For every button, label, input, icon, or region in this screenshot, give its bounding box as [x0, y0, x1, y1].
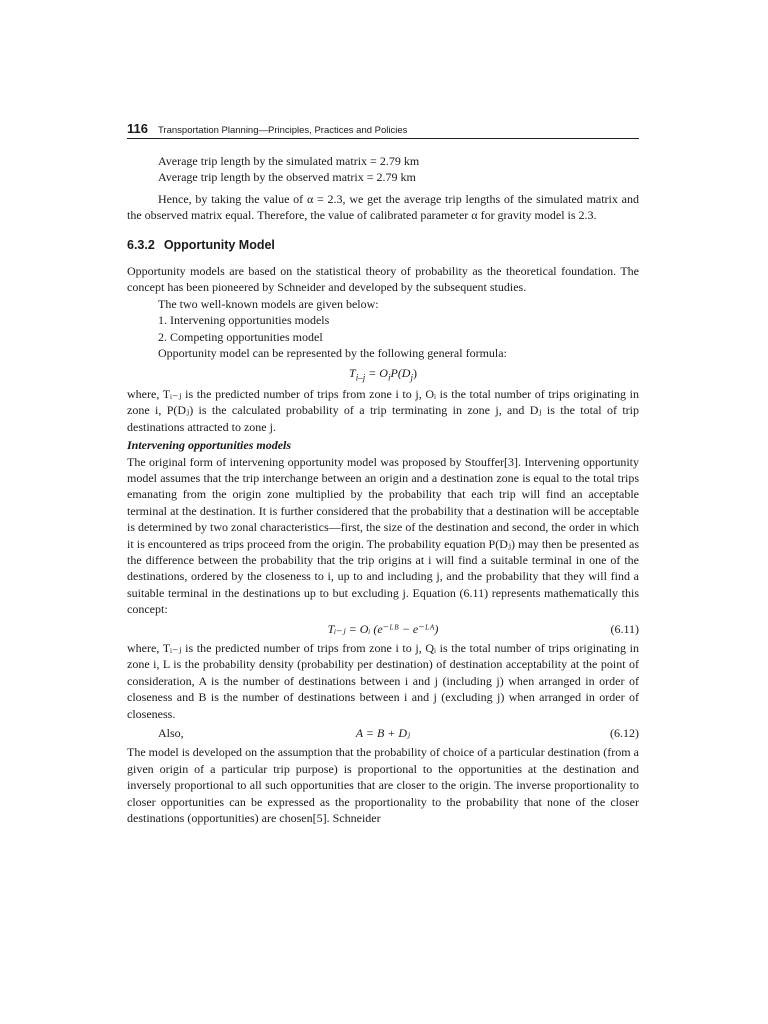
equation-lead: Also, — [158, 726, 184, 740]
list-item: 2. Competing opportunities model — [158, 329, 323, 344]
equation-text: Tᵢ₋ⱼ = Oᵢ (e⁻ᴸᴮ − e⁻ᴸᴬ) — [327, 621, 439, 636]
equation-number: (6.11) — [610, 621, 639, 636]
equation-6-12 — [127, 725, 639, 741]
page-number: 116 — [127, 121, 148, 136]
simulated-length-line: Average trip length by the simulated matrix = 2.79 km — [158, 154, 420, 168]
models-intro-line: The two well-known models are given below: — [158, 296, 379, 311]
calibration-paragraph: Hence, by taking the value of α = 2.3, we get the average trip lengths of the simulated matrix and the observed matrix equal. Therefore, the value of calibrated parameter α for gravity model is 2.3. — [127, 191, 639, 223]
section-title: Opportunity Model — [163, 237, 275, 252]
formula-intro-line: Opportunity model can be represented by the following general formula: — [158, 346, 507, 361]
page-header — [127, 121, 639, 139]
intro-paragraph: Opportunity models are based on the statistical theory of probability as the theoretical foundation. The concept has been pioneered by Schneider and developed by the subsequent studies. — [127, 264, 639, 295]
general-formula: $T_{i-j} = O_iP(D_j)$ — [349, 366, 417, 383]
subsection-heading: Intervening opportunities models — [127, 438, 292, 453]
equation-text: A = B + Dⱼ — [355, 726, 411, 740]
page-body — [127, 153, 639, 826]
intervening-paragraph: The original form of intervening opportunity model was proposed by Stouffer[3]. Intervening opportunity model assumes that the trip interchange between an origin and a destination zone is equal to the total trips emanating from the origin zone multiplied by the probability that each trip will find an acceptable terminal at the destination. It is further considered that the probability that a destination will be acceptable is determined by two zonal characteristics—first, the size of the destination and second, the order in which it is encountered as trips proceed from the origin. The probability equation P(Dⱼ) may then be presented as the difference between the probability that the trip origins at i will find a suitable terminal in one of the destinations, ordered by the closeness to i, up to and including j, and the probability that they will find a suitable terminal in the destinations up to but excluding j. Equation (6.11) represents mathematically this concept: — [127, 454, 639, 617]
equation-6-11 — [127, 621, 639, 637]
observed-length-line: Average trip length by the observed matrix = 2.79 km — [158, 170, 416, 185]
section-heading — [127, 237, 639, 253]
equation-number: (6.12) — [610, 726, 639, 740]
model-assumption-paragraph: The model is developed on the assumption that the probability of choice of a particular destination (from a given origin of a particular trip purpose) is proportional to the opportunities at the destination and inversely proportional to all such opportunities that are closer to the origin. The inverse proportionality to closer opportunities can be expressed as the proportionality to the probability that none of the closer destinations (opportunities) are chosen[5]. Schneider — [127, 745, 639, 826]
running-head: Transportation Planning—Principles, Practices and Policies — [157, 125, 408, 136]
where-paragraph: where, Tᵢ₋ⱼ is the predicted number of trips from zone i to j, Oᵢ is the total number of trips originating in zone i, P(Dⱼ) is the calculated probability of a trip terminating in zone j, and Dⱼ is the total of trip destinations attracted to zone j. — [127, 386, 639, 434]
where-paragraph: where, Tᵢ₋ⱼ is the predicted number of trips from zone i to j, Qᵢ is the total number of trips originating in zone i, L is the probability density (probability per destination) of destination acceptability at the point of consideration, A is the number of destinations between i and j (including j) when arranged in order of closeness and B is the number of destinations between i and j (excluding j) when arranged in order of closeness. — [127, 640, 639, 721]
list-item: 1. Intervening opportunities models — [158, 313, 330, 328]
section-number: 6.3.2 — [127, 237, 155, 252]
